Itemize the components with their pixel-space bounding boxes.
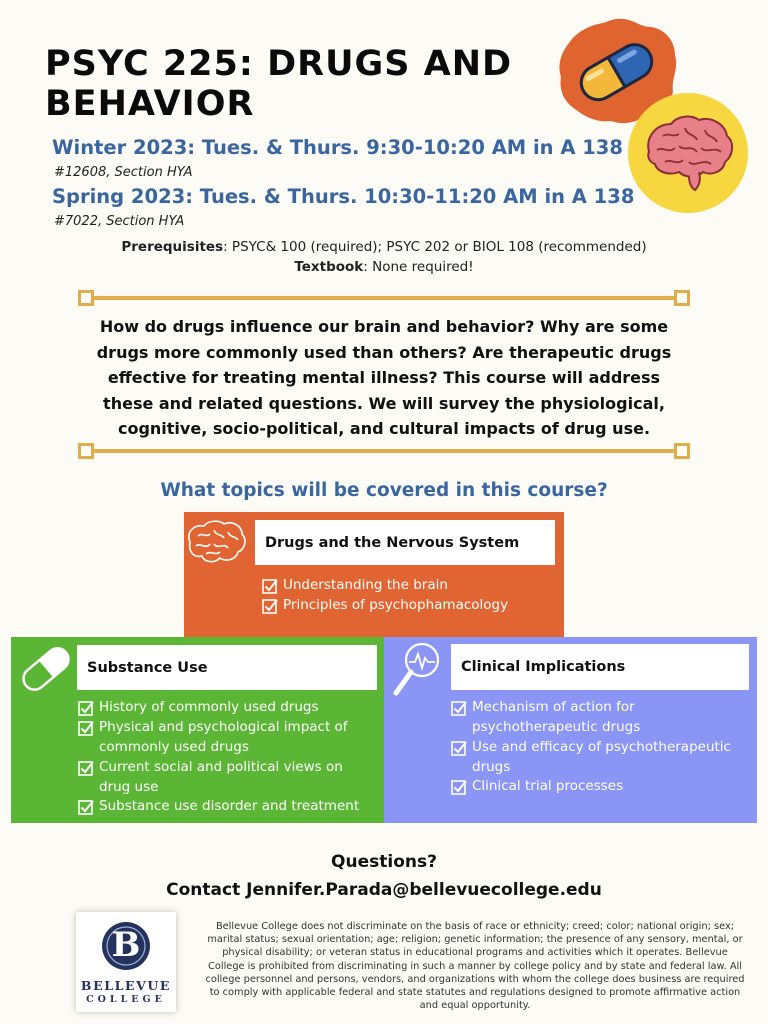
list-item: [78, 797, 368, 817]
list-item-text: Current social and political views on drug use: [99, 759, 343, 795]
questions-heading: Questions?: [331, 852, 437, 872]
list-item-text: Principles of psychophamacology: [283, 597, 509, 613]
magnifier-icon: [390, 638, 446, 700]
list-item: [78, 698, 368, 718]
winter-section: #12608, Section HYA: [54, 165, 193, 180]
brain-icon: [627, 92, 749, 214]
divider-top: [78, 290, 690, 306]
brain-outline-icon: [184, 518, 248, 566]
logo-letter: B: [111, 925, 141, 965]
checkbox-icon: [78, 799, 94, 815]
contact-email-link[interactable]: Contact Jennifer.Parada@bellevuecollege.edu: [166, 880, 602, 900]
list-item-text: Mechanism of action for psychotherapeutic drugs: [472, 699, 641, 735]
list-item: [451, 698, 741, 737]
list-item: [451, 738, 741, 777]
list-item-text: Substance use disorder and treatment: [99, 798, 360, 814]
topic-nervous-system-title: Drugs and the Nervous System: [255, 520, 555, 565]
checkbox-icon: [262, 598, 278, 614]
list-item: [451, 777, 741, 797]
topic-substance-use-title: Substance Use: [77, 645, 377, 690]
list-item-text: Clinical trial processes: [472, 778, 624, 794]
topics-heading: What topics will be covered in this course?: [160, 480, 608, 501]
nondiscrimination-statement: Bellevue College does not discriminate on the basis of race or ethnicity; creed; color; national origin; sex; marital status; sexual orientation; age; religion; genetic information; the presence of any sensory, mental, or physical disability; or veteran status in educational programs and activities which it operates. Bellevue College is prohibited from discriminating in such a manner by college policy and by state and federal law. All college personnel and persons, vendors, and organizations with whom the college does business are required to comply with applicable federal and state statutes and regulations designed to promote affirmative action and equal opportunity.: [205, 921, 745, 1012]
checkbox-icon: [451, 700, 467, 716]
textbook-text: : None required!: [363, 259, 474, 275]
bellevue-logo: [76, 912, 176, 1012]
topic-clinical-title: Clinical Implications: [451, 644, 749, 690]
list-item-text: History of commonly used drugs: [99, 699, 319, 715]
textbook: [0, 259, 768, 275]
spring-section: #7022, Section HYA: [54, 214, 185, 229]
list-item-text: Physical and psychological impact of commonly used drugs: [99, 719, 348, 755]
checkbox-icon: [78, 760, 94, 776]
list-item: [262, 596, 552, 616]
list-item: [262, 576, 552, 596]
logo-name: BELLEVUE: [80, 978, 172, 993]
winter-schedule: Winter 2023: Tues. & Thurs. 9:30-10:20 AM in A 138: [52, 136, 623, 159]
divider-bottom: [78, 443, 690, 459]
list-item-text: Use and efficacy of psychotherapeutic drugs: [472, 739, 731, 775]
list-item-text: Understanding the brain: [283, 577, 448, 593]
page-title: PSYC 225: DRUGS AND BEHAVIOR: [45, 44, 513, 124]
course-description: How do drugs influence our brain and behavior? Why are some drugs more commonly used than others? Are therapeutic drugs effective for treating mental illness? This course will address these and related questions. We will survey the physiological, cognitive, socio-political, and cultural impacts of drug use.: [96, 317, 672, 438]
textbook-label: Textbook: [294, 259, 364, 275]
logo-sub: COLLEGE: [86, 994, 166, 1005]
list-item: [78, 758, 368, 797]
prerequisites-text: : PSYC& 100 (required); PSYC 202 or BIOL 108 (recommended): [223, 239, 647, 255]
list-item: [78, 718, 368, 757]
checkbox-icon: [262, 578, 278, 594]
checkbox-icon: [78, 720, 94, 736]
checkbox-icon: [451, 740, 467, 756]
prerequisites: [0, 239, 768, 255]
checkbox-icon: [451, 779, 467, 795]
prerequisites-label: Prerequisites: [121, 239, 224, 255]
pill-outline-icon: [16, 640, 76, 698]
contact-block: [0, 848, 768, 904]
spring-schedule: Spring 2023: Tues. & Thurs. 10:30-11:20 AM in A 138: [52, 185, 635, 208]
checkbox-icon: [78, 700, 94, 716]
